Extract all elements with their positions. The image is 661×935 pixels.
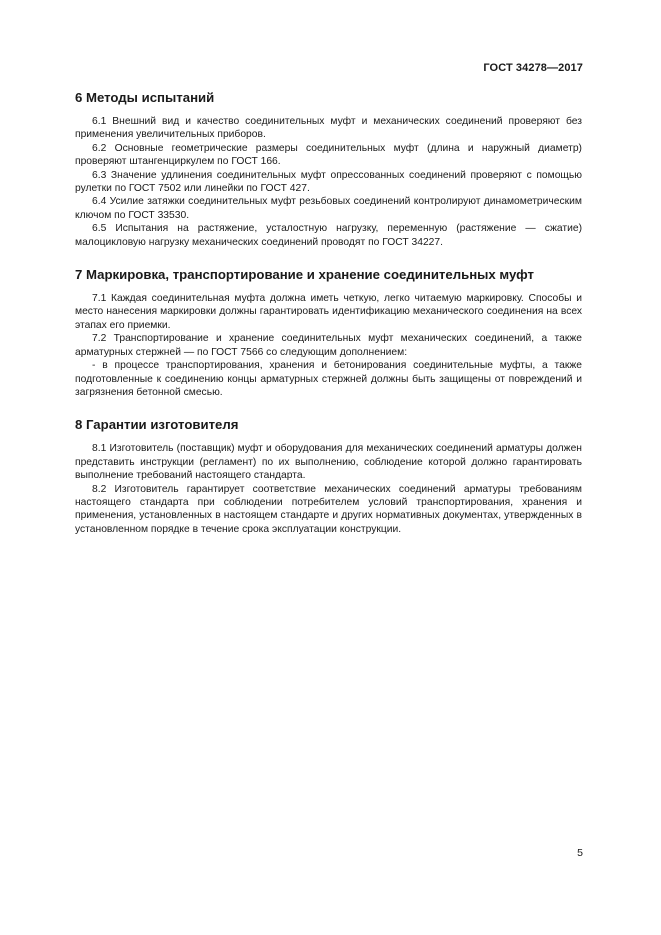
section-marking-transport-storage <box>75 267 582 399</box>
paragraph: 8.2 Изготовитель гарантирует соответствие механических соединений арматуры требованиям настоящего стандарта при соблюдении потребителем условий транспортирования, хранения и применения, установленных в настоящем стандарте и других нормативных документах, утвержденных в установленном порядке в течение срока эксплуатации конструкции. <box>75 483 582 535</box>
section-title: 8 Гарантии изготовителя <box>75 417 239 433</box>
paragraph: 6.5 Испытания на растяжение, усталостную нагрузку, переменную (растяжение — сжатие) малоцикловую нагрузку механических соединений проводят по ГОСТ 34227. <box>75 223 582 248</box>
paragraph: 8.1 Изготовитель (поставщик) муфт и оборудования для механических соединений арматуры должен представить инструкции (регламент) по их выполнению, соблюдение которой должно гарантировать выполнение требований настоящего стандарта. <box>75 443 582 482</box>
section-title: 6 Методы испытаний <box>75 90 215 105</box>
document-body <box>75 90 582 554</box>
paragraph: 6.1 Внешний вид и качество соединительных муфт и механических соединений проверяют без применения увеличительных приборов. <box>75 116 582 141</box>
paragraph: 6.4 Усилие затяжки соединительных муфт резьбовых соединений контролируют динамометрическим ключом по ГОСТ 33530. <box>75 196 582 221</box>
paragraph: - в процессе транспортирования, хранения и бетонирования соединительные муфты, а также подготовленные к соединению концы арматурных стержней должны быть защищены от повреждений и загрязнения бетонной смесью. <box>75 360 582 398</box>
section-title: 7 Маркировка, транспортирование и хранение соединительных муфт <box>75 267 534 283</box>
paragraph: 7.1 Каждая соединительная муфта должна иметь четкую, легко читаемую маркировку. Способы и место нанесения маркировки должны гарантировать идентификацию механического соединения на всех этапах его приемки. <box>75 293 582 331</box>
paragraph: 6.3 Значение удлинения соединительных муфт опрессованных соединений проверяют с помощью рулетки по ГОСТ 7502 или линейки по ГОСТ 427. <box>75 169 582 195</box>
section-manufacturer-warranty <box>75 417 582 536</box>
document-code: ГОСТ 34278—2017 <box>483 62 583 74</box>
page-number: 5 <box>577 847 583 859</box>
section-test-methods <box>75 90 582 249</box>
paragraph: 7.2 Транспортирование и хранение соединительных муфт механических соединений, а также арматурных стержней — по ГОСТ 7566 со следующим дополнением: <box>75 333 582 358</box>
paragraph: 6.2 Основные геометрические размеры соединительных муфт (длина и наружный диаметр) проверяют штангенциркулем по ГОСТ 166. <box>75 142 582 168</box>
